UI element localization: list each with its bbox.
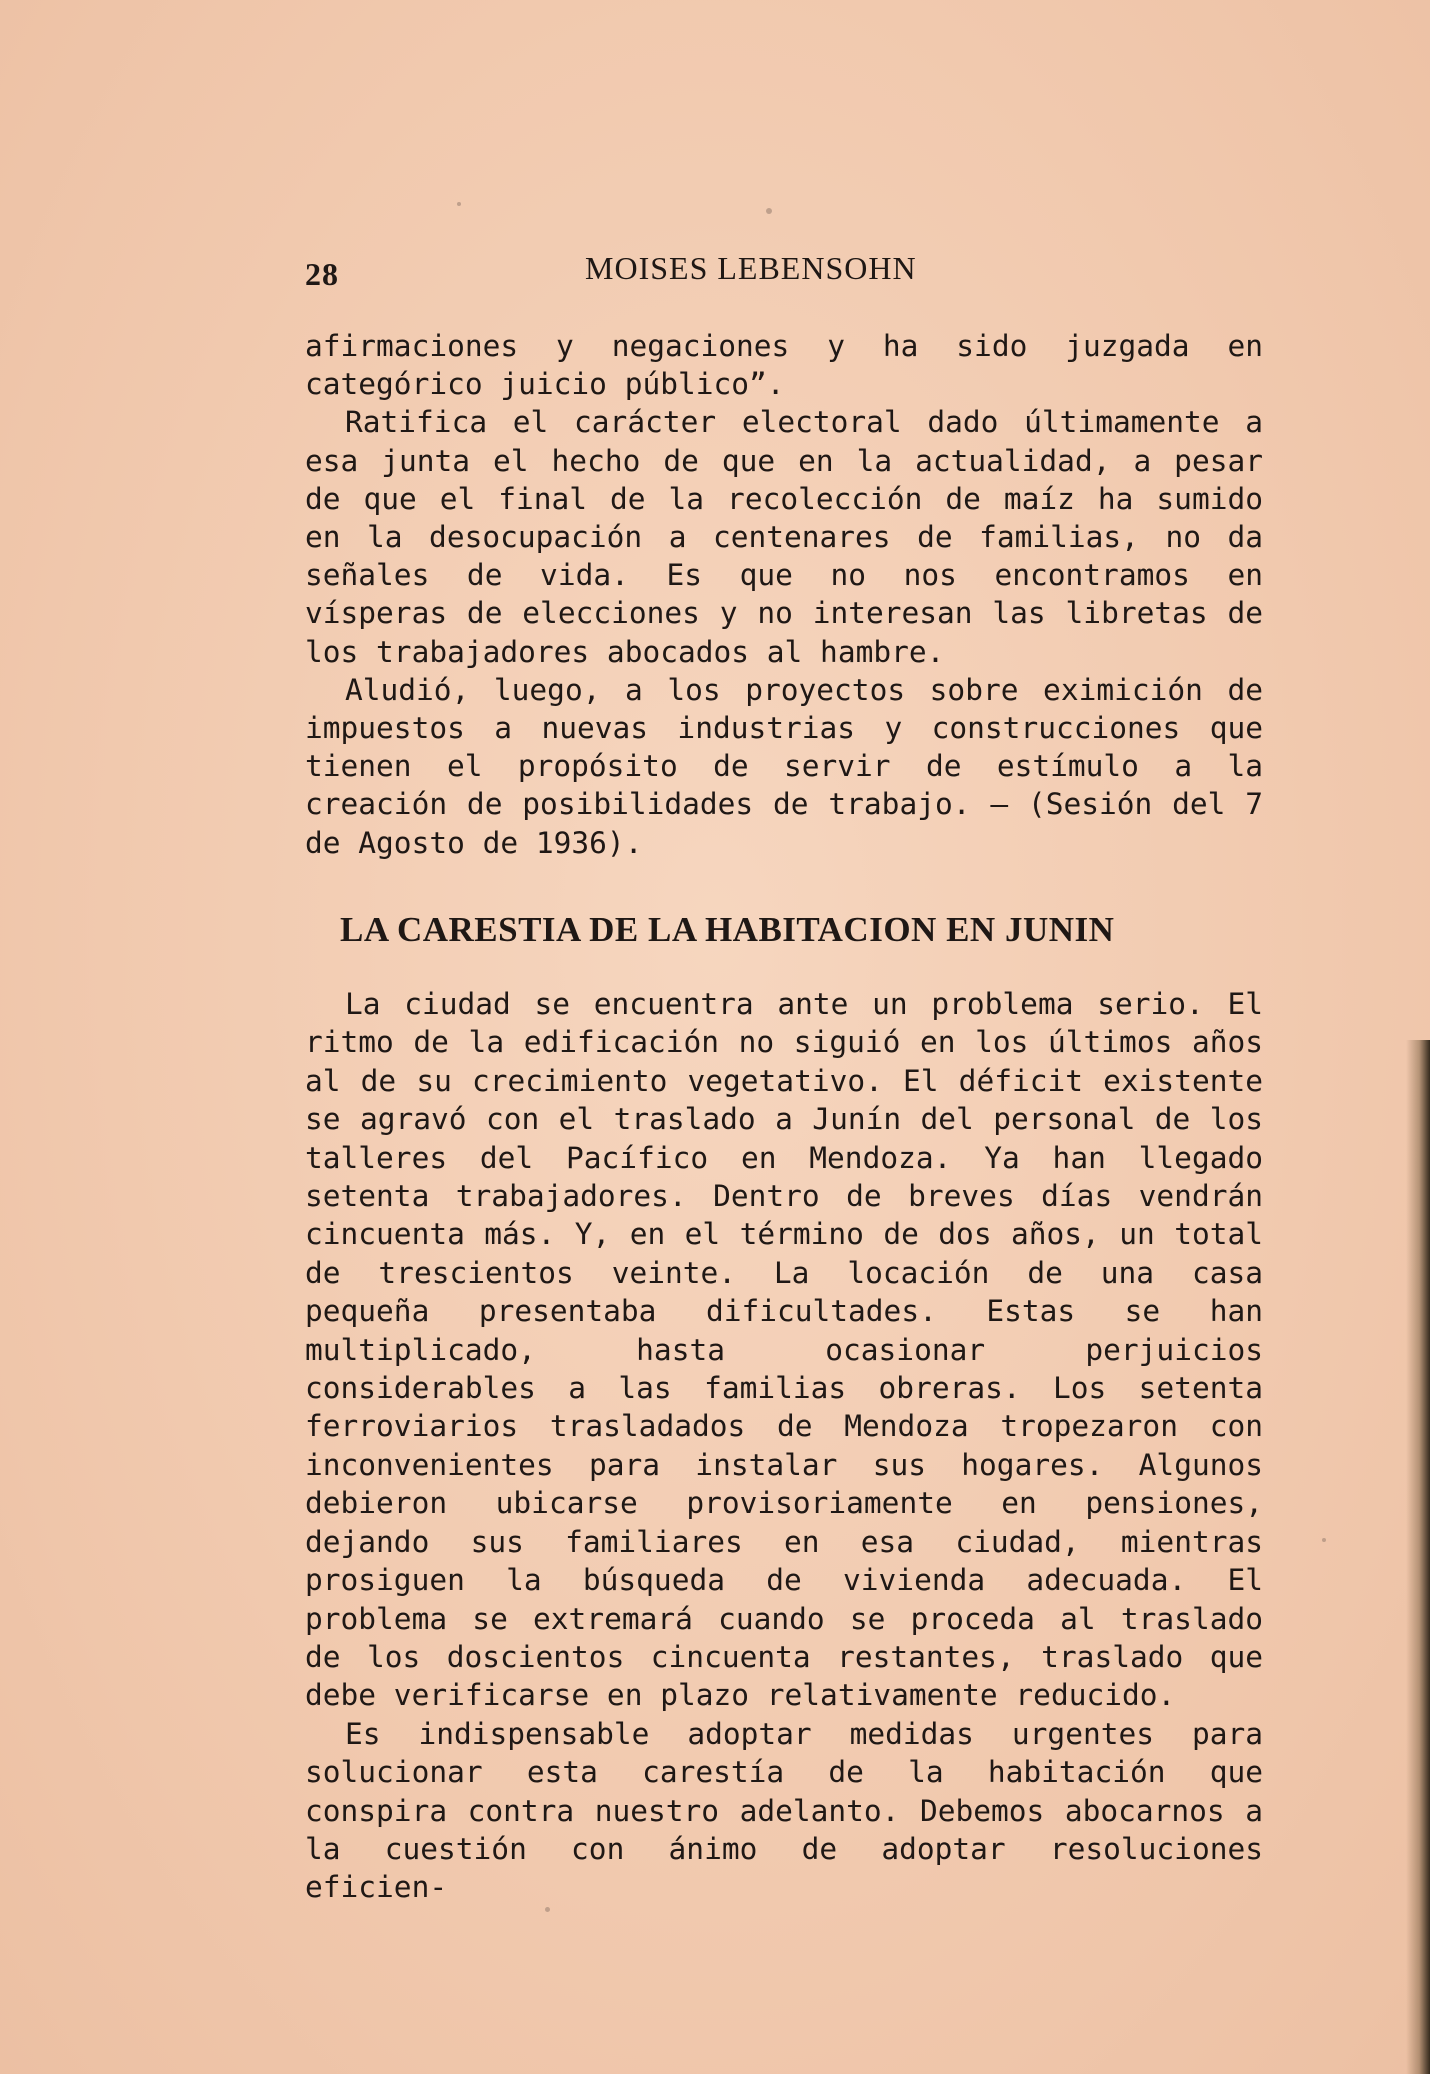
paragraph: Es indispensable adoptar medidas urgentes para solucionar esta carestía de la habitación que conspira contra nuestro adelanto. Debemos abocarnos a la cuestión con ánimo de adoptar resoluciones eficien- bbox=[305, 1716, 1263, 1905]
body-text-bottom bbox=[305, 985, 1263, 1907]
page-number: 28 bbox=[305, 256, 339, 292]
paper-speck bbox=[1322, 1538, 1326, 1542]
running-title: MOISES LEBENSOHN bbox=[585, 250, 917, 286]
paper-speck bbox=[457, 202, 461, 206]
paragraph: La ciudad se encuentra ante un problema serio. El ritmo de la edificación no siguió en los últimos años al de su crecimiento vegetativo. El déficit existente se agravó con el traslado a Junín del personal de los talleres del Pacífico en Mendoza. Ya han llegado setenta trabajadores. Dentro de breves días vendrán cincuenta más. Y, en el término de dos años, un total de trescientos veinte. La locación de una casa pequeña presentaba dificultades. Estas se han multiplicado, hasta ocasionar perjuicios considerables a las familias obreras. Los setenta ferroviarios trasladados de Mendoza tropezaron con inconvenientes para instalar sus hogares. Algunos debieron ubicarse provisoriamente en pensiones, dejando sus familiares en esa ciudad, mientras prosiguen la búsqueda de vivienda adecuada. El problema se extremará cuando se proceda al traslado de los doscientos cincuenta restantes, traslado que debe verificarse en plazo relativamente reducido. bbox=[305, 987, 1263, 1713]
page-edge-shadow bbox=[1406, 1040, 1430, 2074]
paragraph: Aludió, luego, a los proyectos sobre eximición de impuestos a nuevas industrias y construcciones que tienen el propósito de servir de estímulo a la creación de posibilidades de trabajo. — (Sesión del 7 de Agosto de 1936). bbox=[305, 672, 1263, 860]
paper-speck bbox=[766, 208, 772, 214]
paragraph: afirmaciones y negaciones y ha sido juzgada en categórico juicio público”. bbox=[305, 329, 1263, 402]
paragraph: Ratifica el carácter electoral dado últimamente a esa junta el hecho de que en la actualidad, a pesar de que el final de la recolección de maíz ha sumido en la desocupación a centenares de familias, no da señales de vida. Es que no nos encontramos en vísperas de elecciones y no interesan las libretas de los trabajadores abocados al hambre. bbox=[305, 405, 1263, 669]
paper-speck bbox=[545, 1907, 550, 1912]
body-text-top bbox=[305, 327, 1263, 862]
section-heading: LA CARESTIA DE LA HABITACION EN JUNIN bbox=[340, 910, 1115, 949]
running-header bbox=[305, 250, 1265, 300]
